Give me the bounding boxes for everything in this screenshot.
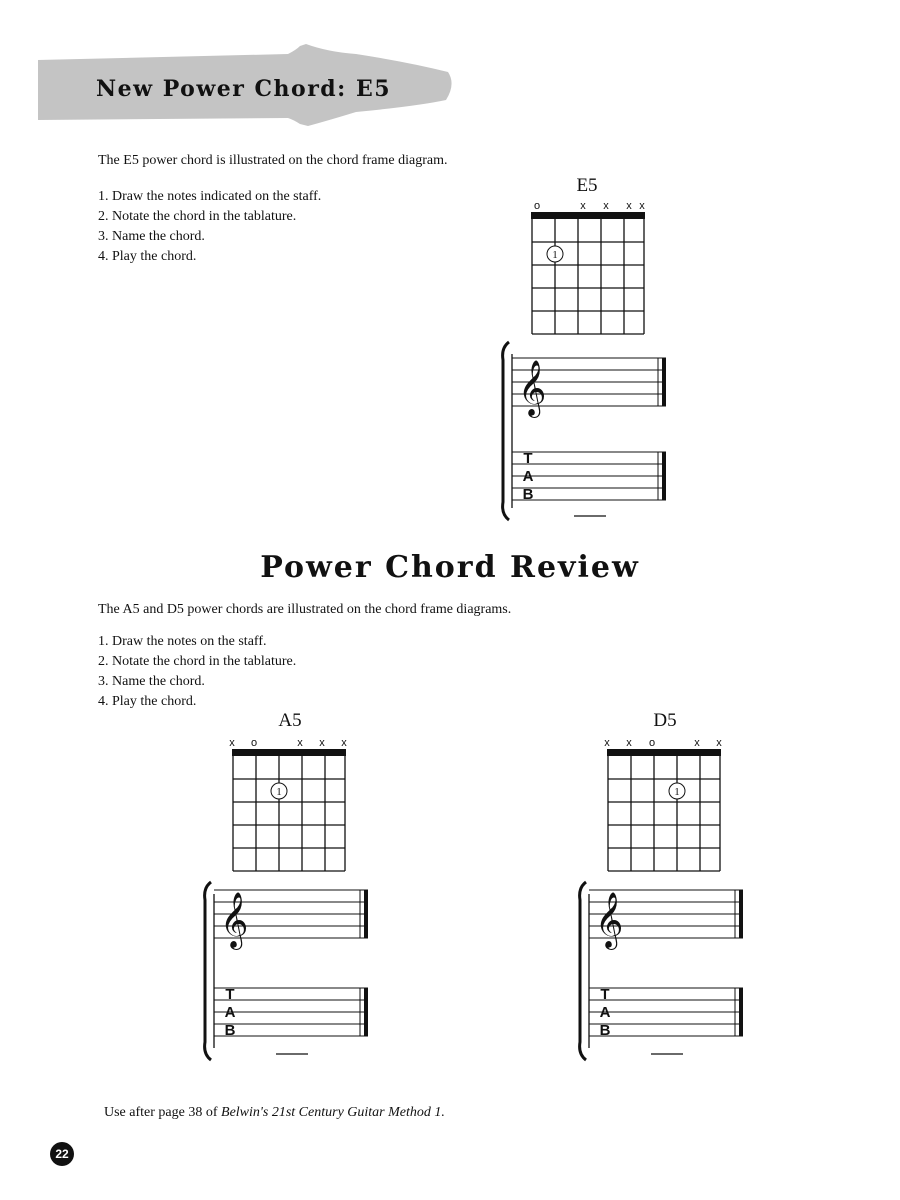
instruction-step: 4. Play the chord. [98, 694, 197, 709]
finger-number: 1 [674, 786, 680, 798]
instruction-step: 1. Draw the notes indicated on the staff. [98, 189, 322, 204]
section-title: New Power Chord: E5 [96, 76, 392, 102]
instruction-step: 3. Name the chord. [98, 674, 205, 689]
string-marker: x [626, 200, 632, 212]
footer-book-title: Belwin's 21st Century Guitar Method 1. [221, 1105, 445, 1120]
tab-letter: B [599, 1022, 611, 1039]
tab-letter: T [523, 450, 533, 467]
footer-note [104, 1105, 445, 1121]
chord-name-a5: A5 [278, 710, 302, 731]
staff-system-e5 [498, 340, 670, 522]
string-marker: o [250, 737, 258, 749]
staff-system-a5 [200, 880, 372, 1062]
tab-letter: A [224, 1004, 236, 1021]
review-title: Power Chord Review [260, 550, 640, 585]
nut [531, 212, 645, 219]
string-marker: x [716, 737, 722, 749]
tab-letter: T [600, 986, 610, 1003]
treble-clef: 𝄞 [220, 892, 249, 948]
string-marker: x [639, 200, 645, 212]
instruction-step: 1. Draw the notes on the staff. [98, 634, 267, 649]
chord-diagram-e5 [522, 196, 652, 338]
page-number: 22 [50, 1142, 74, 1166]
string-marker: x [229, 737, 235, 749]
instruction-step: 2. Notate the chord in the tablature. [98, 654, 297, 669]
staff-system-d5 [575, 880, 747, 1062]
string-marker: o [648, 737, 656, 749]
instruction-list [98, 187, 321, 267]
chord-name-e5: E5 [576, 175, 598, 196]
instruction-step: 4. Play the chord. [98, 249, 197, 264]
instruction-step: 2. Notate the chord in the tablature. [98, 209, 297, 224]
nut [607, 749, 721, 756]
string-marker: x [319, 737, 325, 749]
string-marker: x [694, 737, 700, 749]
tab-letter: B [224, 1022, 236, 1039]
treble-clef: 𝄞 [518, 360, 547, 416]
footer-prefix: Use after page 38 of [104, 1105, 222, 1120]
string-marker: x [604, 737, 610, 749]
string-marker: o [533, 200, 541, 212]
tab-letter: A [599, 1004, 611, 1021]
finger-number: 1 [552, 249, 558, 261]
string-marker: x [580, 200, 586, 212]
string-marker: x [603, 200, 609, 212]
string-marker: x [341, 737, 347, 749]
section-intro: The A5 and D5 power chords are illustrated on the chord frame diagrams. [98, 602, 512, 617]
string-marker: x [626, 737, 632, 749]
chord-diagram-a5 [223, 733, 353, 875]
tab-letter: T [225, 986, 235, 1003]
finger-number: 1 [276, 786, 282, 798]
instruction-step: 3. Name the chord. [98, 229, 205, 244]
treble-clef: 𝄞 [595, 892, 624, 948]
nut [232, 749, 346, 756]
chord-diagram-d5 [598, 733, 728, 875]
chord-name-d5: D5 [653, 710, 677, 731]
tab-letter: B [522, 486, 534, 503]
tab-letter: A [522, 468, 534, 485]
section-intro: The E5 power chord is illustrated on the chord frame diagram. [98, 153, 448, 168]
instruction-list [98, 632, 296, 712]
string-marker: x [297, 737, 303, 749]
